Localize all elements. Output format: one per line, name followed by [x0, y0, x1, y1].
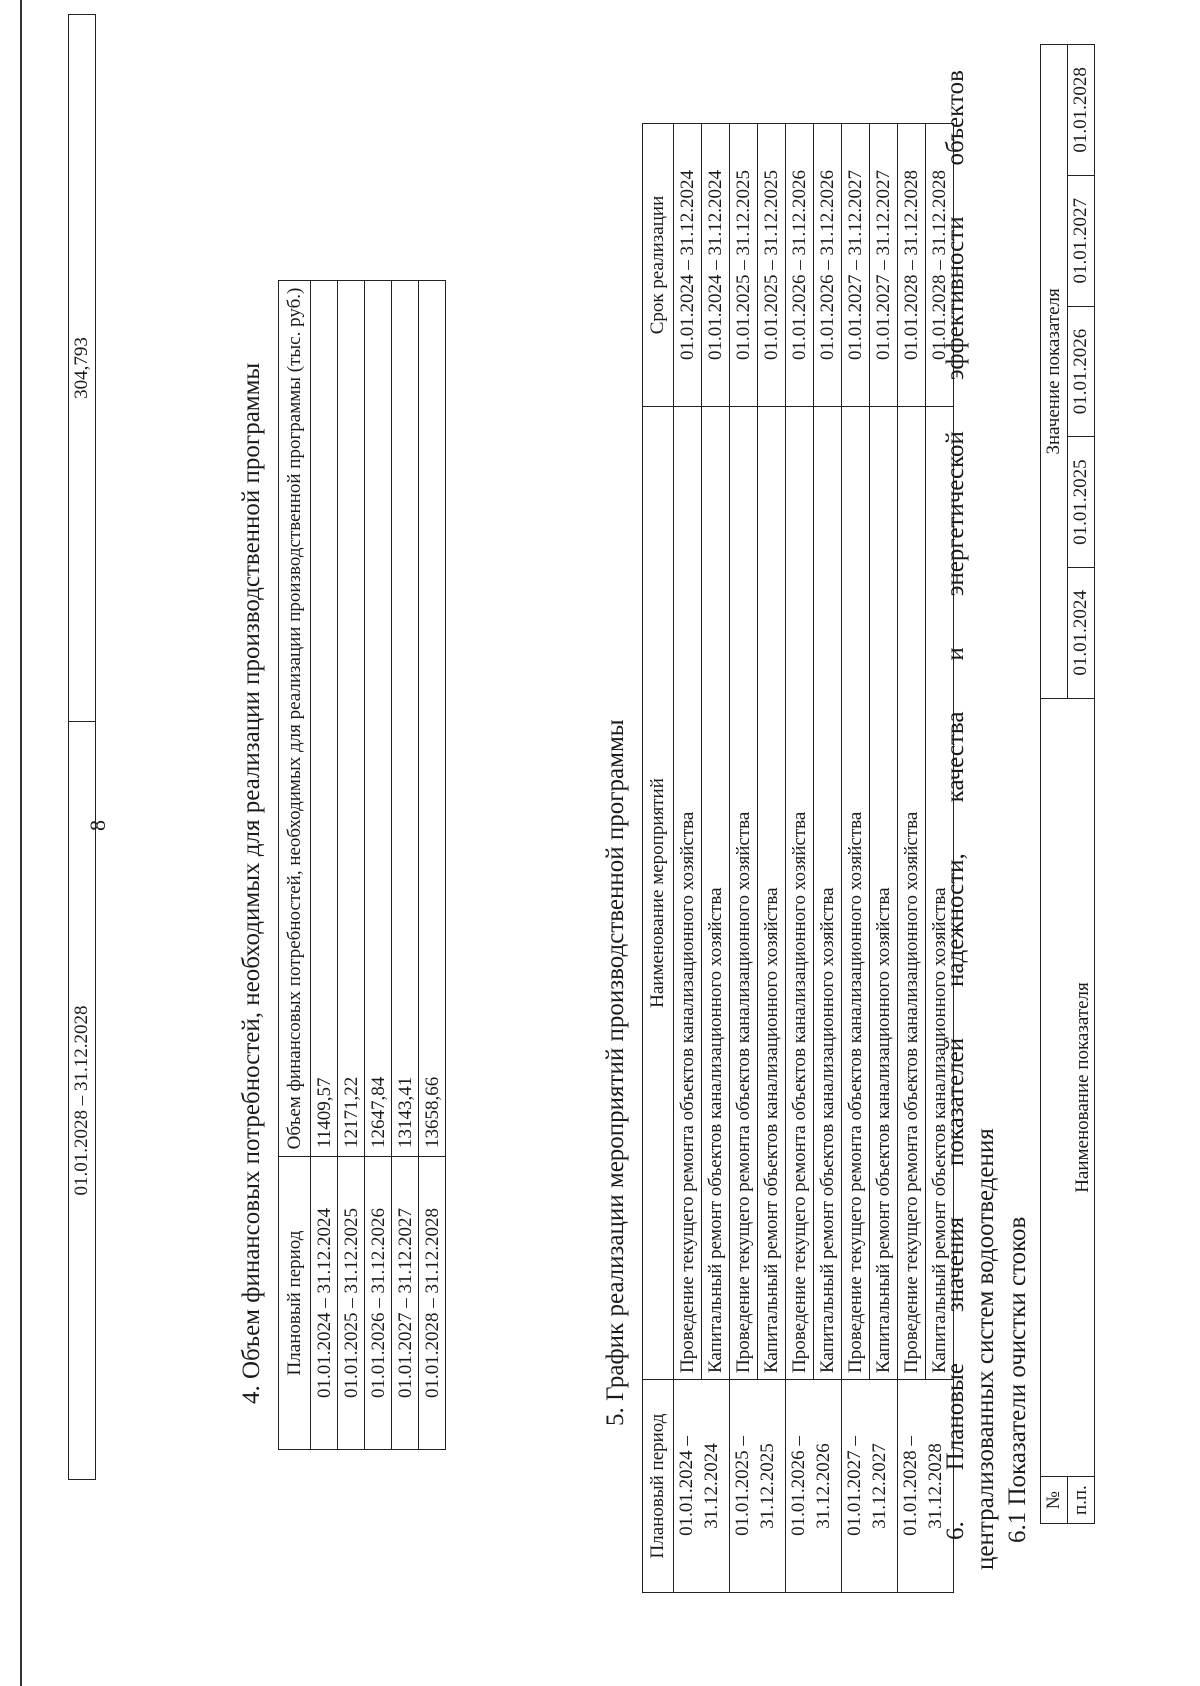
column-header-year: 01.01.2024 [1068, 568, 1095, 699]
period-end: 31.12.2027 [869, 1443, 891, 1529]
indicators-table [1040, 44, 1095, 1524]
column-header-volume: Объем финансовых потребностей, необходимых для реализации производственной программы (тыс. руб.) [279, 281, 311, 1157]
activity-cell: Капитальный ремонт объектов канализационного хозяйства [869, 407, 897, 1380]
column-header-number-sub: п.п. [1068, 1477, 1095, 1524]
table-header-row [279, 281, 311, 1450]
table-row [365, 281, 392, 1450]
title-word: 6. [942, 1521, 969, 1540]
period-cell: 01.01.2026 – 31.12.2026 [365, 1157, 392, 1450]
page-number: 8 [85, 820, 110, 831]
section-6-title [940, 70, 971, 1570]
period-cell [785, 1380, 841, 1593]
column-header-indicator-name: Наименование показателя [1041, 698, 1095, 1476]
value-cell: 11409,57 [311, 281, 338, 1157]
value-cell: 13658,66 [419, 281, 446, 1157]
term-cell: 01.01.2025 – 31.12.2025 [757, 124, 785, 407]
term-cell: 01.01.2026 – 31.12.2026 [785, 124, 813, 407]
column-header-year: 01.01.2028 [1068, 45, 1095, 176]
column-header-year: 01.01.2025 [1068, 437, 1095, 568]
table-row [729, 124, 757, 1593]
value-cell: 304,793 [69, 15, 96, 722]
period-cell [841, 1380, 897, 1593]
period-start: 01.01.2027 – [843, 1436, 865, 1536]
activity-cell: Проведение текущего ремонта объектов канализационного хозяйства [729, 407, 757, 1380]
activity-cell: Проведение текущего ремонта объектов канализационного хозяйства [841, 407, 869, 1380]
period-start: 01.01.2026 – [787, 1436, 809, 1536]
title-word: надежности, [942, 853, 969, 987]
value-cell: 12647,84 [365, 281, 392, 1157]
term-cell: 01.01.2024 – 31.12.2024 [673, 124, 701, 407]
activity-cell: Капитальный ремонт объектов канализационного хозяйства [757, 407, 785, 1380]
activity-cell: Капитальный ремонт объектов канализационного хозяйства [813, 407, 841, 1380]
section-5-title: 5. График реализации мероприятий производственной программы [602, 719, 629, 1426]
table-row [785, 124, 813, 1593]
period-cell: 01.01.2025 – 31.12.2025 [338, 1157, 365, 1450]
table-row [841, 124, 869, 1593]
column-header-term: Срок реализации [643, 124, 674, 407]
title-word: значения [942, 1216, 969, 1313]
period-cell: 01.01.2028 – 31.12.2028 [419, 1157, 446, 1450]
table-header-row [1041, 45, 1068, 1524]
period-cell: 01.01.2028 – 31.12.2028 [69, 722, 96, 1480]
column-header-period: Плановый период [643, 1380, 674, 1593]
term-cell: 01.01.2024 – 31.12.2024 [701, 124, 729, 407]
term-cell: 01.01.2028 – 31.12.2028 [897, 124, 925, 407]
title-word: и [942, 647, 969, 661]
table-row [69, 15, 96, 1480]
period-cell [729, 1380, 785, 1593]
title-word: объектов [942, 70, 969, 166]
term-cell: 01.01.2027 – 31.12.2027 [841, 124, 869, 407]
table-row [897, 124, 925, 1593]
period-end: 31.12.2026 [813, 1443, 835, 1529]
period-cell [673, 1380, 729, 1593]
period-end: 31.12.2024 [701, 1443, 723, 1529]
table-row [419, 281, 446, 1450]
top-table [68, 14, 96, 1480]
section-4-title: 4. Объем финансовых потребностей, необходимых для реализации производственной программы [238, 362, 265, 1404]
value-cell: 12171,22 [338, 281, 365, 1157]
period-end: 31.12.2025 [757, 1443, 779, 1529]
activity-cell: Капитальный ремонт объектов канализационного хозяйства [925, 407, 953, 1380]
title-word: Плановые [942, 1363, 969, 1471]
activity-cell: Капитальный ремонт объектов канализационного хозяйства [701, 407, 729, 1380]
term-cell: 01.01.2025 – 31.12.2025 [729, 124, 757, 407]
column-header-year: 01.01.2027 [1068, 175, 1095, 306]
section-6-1-subtitle: 6.1 Показатели очистки стоков [1004, 1216, 1031, 1543]
term-cell: 01.01.2027 – 31.12.2027 [869, 124, 897, 407]
table-row [311, 281, 338, 1450]
table-header-row [643, 124, 674, 1593]
activity-cell: Проведение текущего ремонта объектов канализационного хозяйства [785, 407, 813, 1380]
activity-cell: Проведение текущего ремонта объектов канализационного хозяйства [673, 407, 701, 1380]
title-word: качества [942, 711, 969, 803]
column-header-year: 01.01.2026 [1068, 306, 1095, 437]
period-start: 01.01.2025 – [731, 1436, 753, 1536]
financial-needs-table [278, 280, 446, 1450]
period-start: 01.01.2024 – [675, 1436, 697, 1536]
period-cell: 01.01.2024 – 31.12.2024 [311, 1157, 338, 1450]
schedule-table [642, 123, 954, 1593]
period-start: 01.01.2028 – [899, 1436, 921, 1536]
section-6-title-line2: централизованных систем водоотведения [972, 1128, 999, 1570]
activity-cell: Проведение текущего ремонта объектов канализационного хозяйства [897, 407, 925, 1380]
period-end: 31.12.2028 [925, 1443, 947, 1529]
table-row [701, 124, 729, 1593]
title-word: энергетической [942, 431, 969, 597]
table-row [338, 281, 365, 1450]
column-header-indicator-value: Значение показателя [1041, 45, 1068, 699]
table-row [869, 124, 897, 1593]
column-header-period: Плановый период [279, 1157, 311, 1450]
period-cell: 01.01.2027 – 31.12.2027 [392, 1157, 419, 1450]
value-cell: 13143,41 [392, 281, 419, 1157]
term-cell: 01.01.2028 – 31.12.2028 [925, 124, 953, 407]
title-word: показателей [942, 1037, 969, 1166]
term-cell: 01.01.2026 – 31.12.2026 [813, 124, 841, 407]
column-header-activities: Наименование мероприятий [643, 407, 674, 1380]
column-header-number: № [1041, 1477, 1068, 1524]
table-row [757, 124, 785, 1593]
title-word: эффективности [942, 216, 969, 381]
table-row [673, 124, 701, 1593]
table-row [392, 281, 419, 1450]
table-row [813, 124, 841, 1593]
